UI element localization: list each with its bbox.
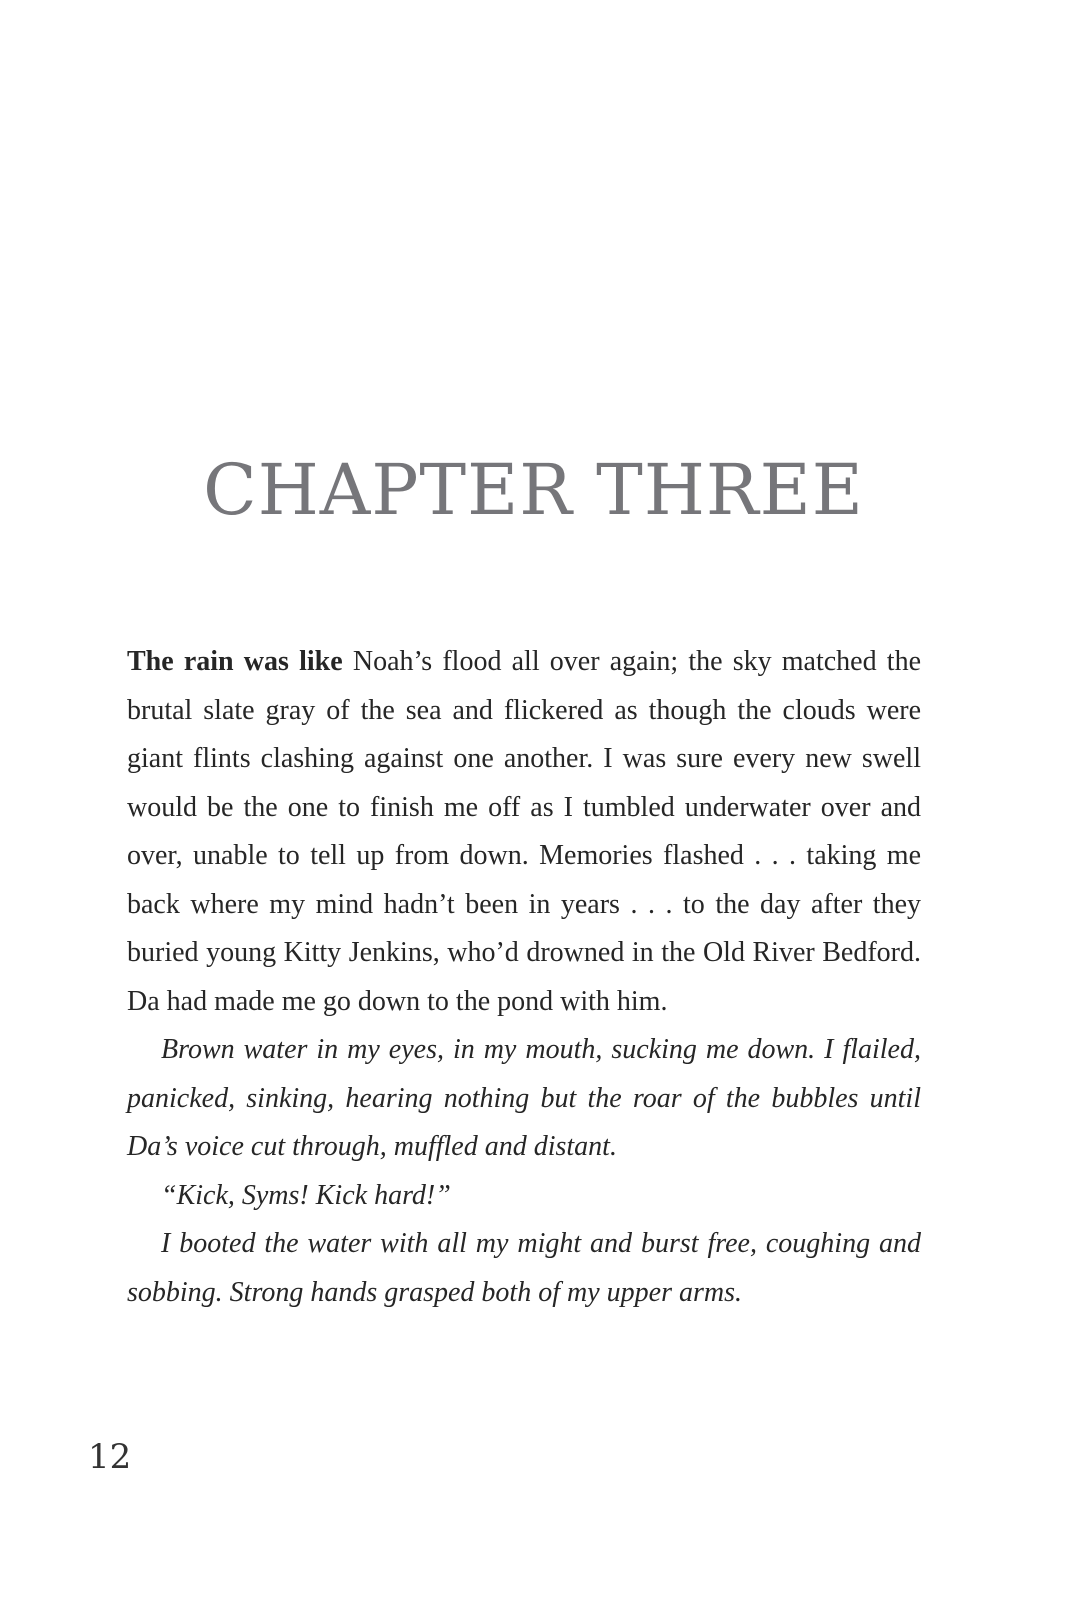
paragraph-4: I booted the water with all my might and burst free, coughing and sobbing. Strong hands grasped both of my upper arms. bbox=[127, 1228, 921, 1308]
paragraph-1 bbox=[127, 638, 921, 1026]
chapter-title: CHAPTER THREE bbox=[203, 448, 864, 531]
lead-in-text: The rain was like bbox=[127, 646, 343, 677]
paragraph-2: Brown water in my eyes, in my mouth, sucking me down. I flailed, panicked, sinking, hearing nothing but the roar of the bubbles until Da’s voice cut through, muffled and distant. bbox=[127, 1034, 921, 1162]
paragraph-1-text: Noah’s flood all over again; the sky matched the brutal slate gray of the sea and flickered as though the clouds were giant flints clashing against one another. I was sure every new swell would be the one to finish me off as I tumbled underwater over and over, unable to tell up from down. Memories flashed . . . taking me back where my mind hadn’t been in years . . . to the day after they buried young Kitty Jenkins, who’d drowned in the Old River Bedford. Da had made me go down to the pond with him. bbox=[127, 646, 921, 1017]
paragraph-3: “Kick, Syms! Kick hard!” bbox=[161, 1179, 451, 1211]
page-number: 12 bbox=[88, 1437, 132, 1477]
chapter-body bbox=[127, 638, 921, 1317]
